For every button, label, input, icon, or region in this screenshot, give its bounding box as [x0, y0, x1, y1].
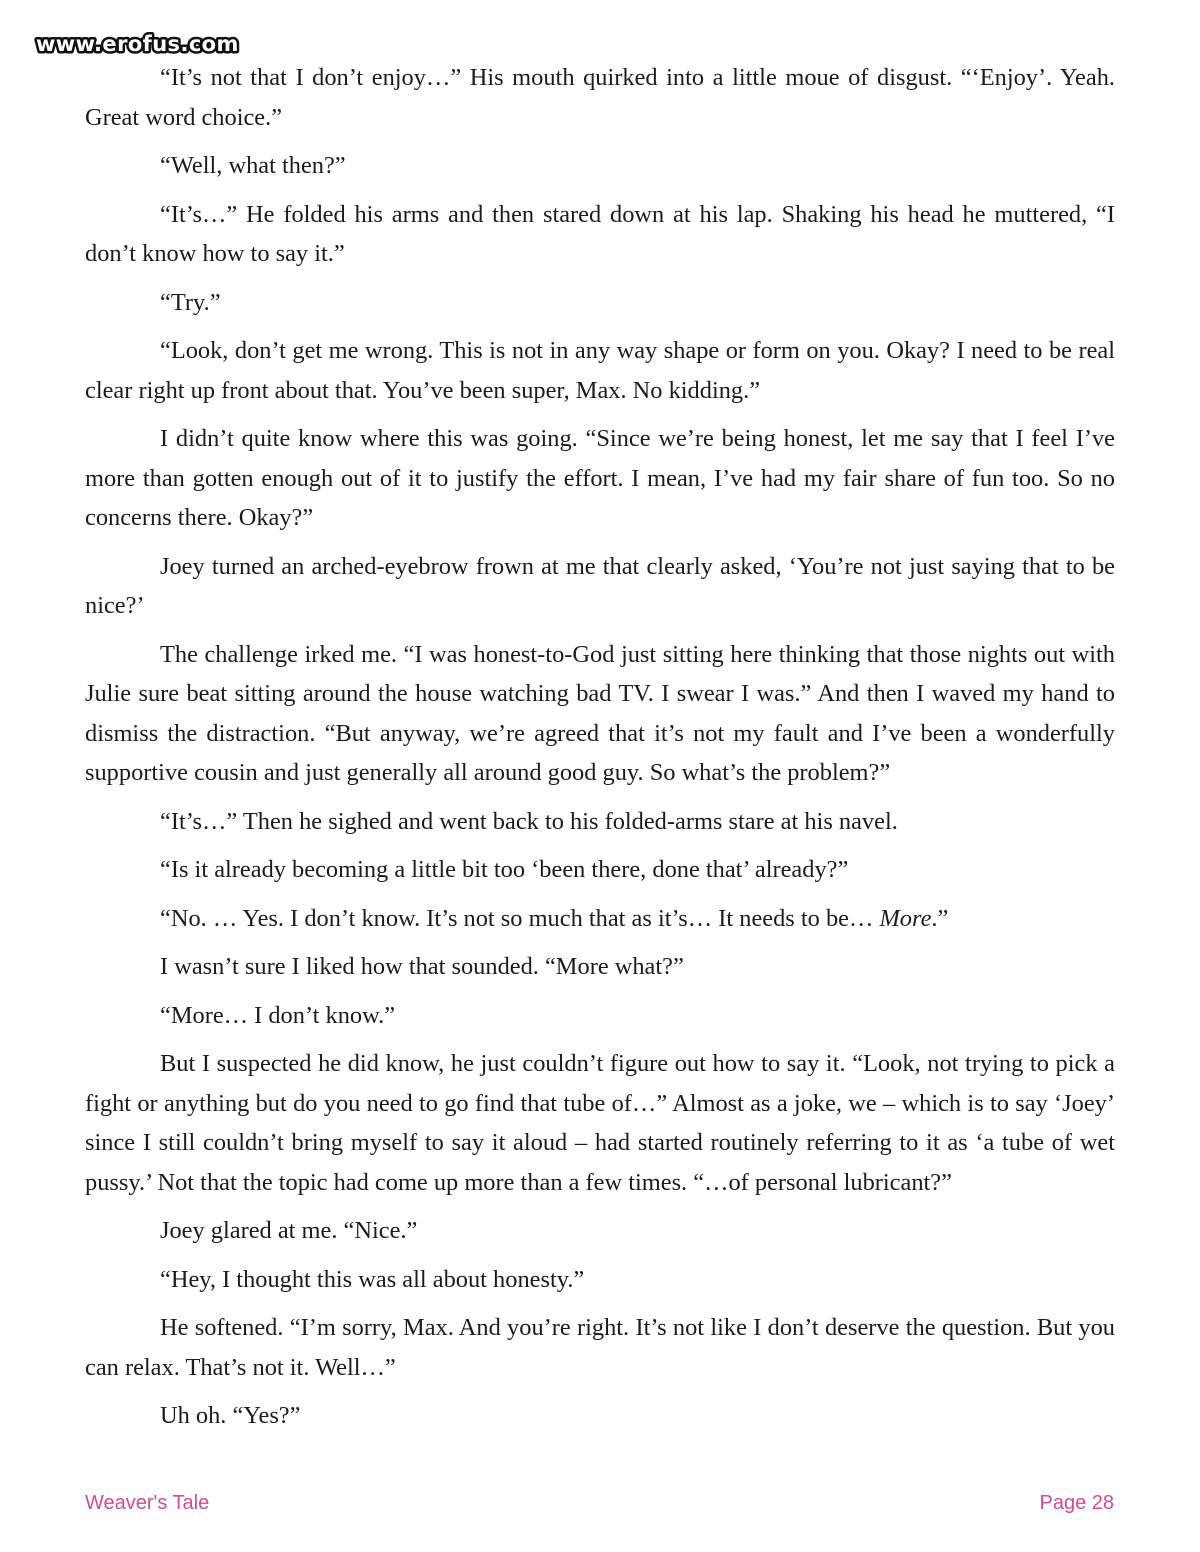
paragraph: [85, 899, 1115, 939]
footer-page-number: Page 28: [1039, 1492, 1114, 1514]
paragraph-text: .”: [931, 904, 949, 932]
paragraph: Joey turned an arched-eyebrow frown at me that clearly asked, ‘You’re not just saying that to be nice?’: [85, 552, 1115, 619]
paragraph: Uh oh. “Yes?”: [160, 1402, 301, 1429]
paragraph: “Hey, I thought this was all about honesty.”: [160, 1265, 585, 1293]
paragraph: But I suspected he did know, he just couldn’t figure out how to say it. “Look, not trying to pick a fight or anything but do you need to go find that tube of…” Almost as a joke, we – which is to say ‘Joey’ since I still couldn’t bring myself to say it aloud – had started routinely referring to it as ‘a tube of wet pussy.’ Not that the topic had come up more than a few times. “…of personal lubricant?”: [85, 1050, 1115, 1196]
footer-book-title: Weaver's Tale: [85, 1492, 210, 1514]
watermark: [30, 30, 254, 60]
paragraph: I wasn’t sure I liked how that sounded. “More what?”: [160, 953, 684, 980]
paragraph: “It’s not that I don’t enjoy…” His mouth quirked into a little moue of disgust. “‘Enjoy’. Yeah. Great word choice.”: [85, 64, 1115, 131]
paragraph: “It’s…” He folded his arms and then stared down at his lap. Shaking his head he muttered, “I don’t know how to say it.”: [85, 200, 1115, 267]
paragraph: “Look, don’t get me wrong. This is not in any way shape or form on you. Okay? I need to be real clear right up front about that. You’ve been super, Max. No kidding.”: [85, 337, 1115, 404]
paragraph: “Is it already becoming a little bit too ‘been there, done that’ already?”: [160, 856, 849, 883]
paragraph: “Try.”: [160, 288, 221, 316]
watermark-text: www.erofus.com: [36, 32, 239, 56]
emphasis-text: More: [879, 904, 932, 932]
paragraph: Joey glared at me. “Nice.”: [160, 1217, 418, 1244]
paragraph: “More… I don’t know.”: [160, 1001, 396, 1029]
paragraph: “Well, what then?”: [160, 152, 346, 179]
paragraph-text: “No. … Yes. I don’t know. It’s not so much that as it’s… It needs to be…: [160, 904, 880, 932]
paragraph: He softened. “I’m sorry, Max. And you’re right. It’s not like I don’t deserve the question. But you can relax. That’s not it. Well…”: [85, 1314, 1115, 1381]
paragraph: The challenge irked me. “I was honest-to-God just sitting here thinking that those nights out with Julie sure beat sitting around the house watching bad TV. I swear I was.” And then I waved my hand to dismiss the distraction. “But anyway, we’re agreed that it’s not my fault and I’ve been a wonderfully supportive cousin and just generally all around good guy. So what’s the problem?”: [85, 640, 1115, 786]
paragraph: I didn’t quite know where this was going. “Since we’re being honest, let me say that I feel I’ve more than gotten enough out of it to justify the effort. I mean, I’ve had my fair share of fun too. So no concerns there. Okay?”: [85, 425, 1115, 531]
story-text: [85, 58, 1115, 1445]
paragraph: “It’s…” Then he sighed and went back to his folded-arms stare at his navel.: [160, 807, 898, 835]
